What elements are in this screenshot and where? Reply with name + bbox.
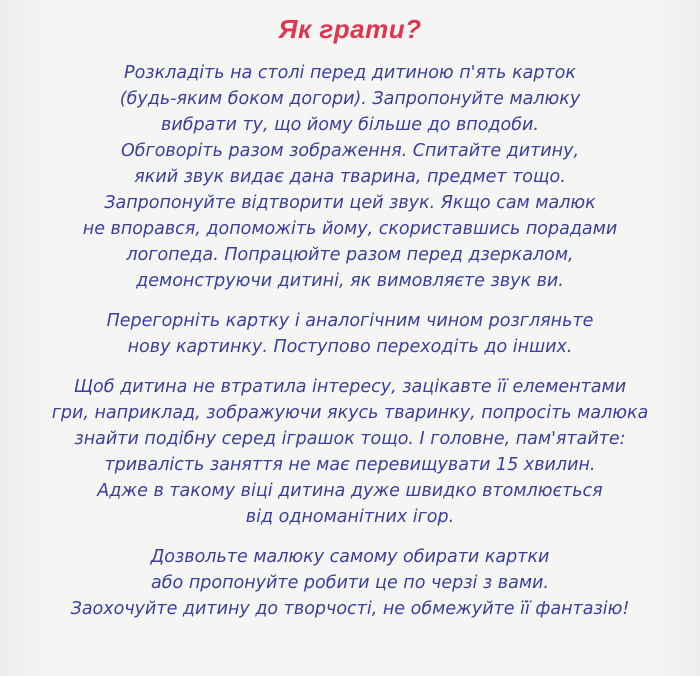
- text-line: Розкладіть на столі перед дитиною п'ять карток: [124, 63, 576, 83]
- text-line: Щоб дитина не втратила інтересу, зацікавте її елементами: [73, 377, 627, 397]
- text-line: знайти подібну серед іграшок тощо. І головне, пам'ятайте:: [74, 429, 626, 449]
- text-line: Обговоріть разом зображення. Спитайте дитину,: [120, 141, 580, 161]
- instructions-text: [0, 60, 700, 622]
- text-line: нову картинку. Поступово переходіть до інших.: [127, 337, 573, 357]
- text-line: Адже в такому віці дитина дуже швидко втомлюється: [97, 481, 603, 501]
- text-line: Перегорніть картку і аналогічним чином розгляньте: [106, 311, 594, 331]
- text-line: від одноманітних ігор.: [245, 507, 455, 527]
- text-line: Заохочуйте дитину до творчості, не обмежуйте її фантазію!: [70, 599, 630, 619]
- text-line: тривалість заняття не має перевищувати 15 хвилин.: [104, 455, 596, 475]
- paragraph-interest: [0, 374, 700, 530]
- text-line: Запропонуйте відтворити цей звук. Якщо сам малюк: [104, 193, 596, 213]
- text-line: демонструючи дитині, як вимовляєте звук ви.: [136, 271, 564, 291]
- paragraph-setup: [0, 60, 700, 294]
- text-line: який звук видає дана тварина, предмет тощо.: [134, 167, 566, 187]
- text-line: (будь-яким боком догори). Запропонуйте малюку: [119, 89, 581, 109]
- text-line: логопеда. Попрацюйте разом перед дзеркалом,: [126, 245, 574, 265]
- paragraph-choice: [0, 544, 700, 622]
- text-line: вибрати ту, що йому більше до вподоби.: [161, 115, 539, 135]
- text-line: або пропонуйте робити це по черзі з вами.: [151, 573, 549, 593]
- text-line: не впорався, допоможіть йому, скориставшись порадами: [82, 219, 618, 239]
- text-line: гри, наприклад, зображуючи якусь тваринку, попросіть малюка: [51, 403, 649, 423]
- text-line: Дозвольте малюку самому обирати картки: [150, 547, 550, 567]
- paragraph-next-card: [0, 308, 700, 360]
- page-title: Як грати?: [278, 14, 422, 44]
